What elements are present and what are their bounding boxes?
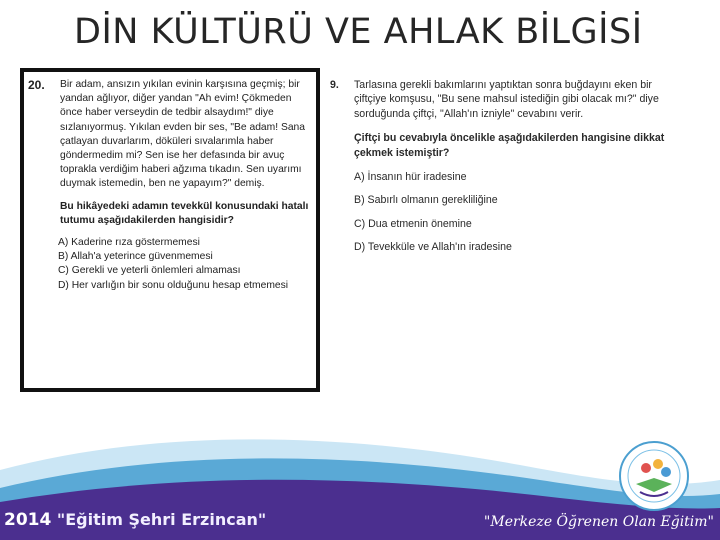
question-9-option-b: B) Sabırlı olmanın gerekliliğine (354, 194, 498, 207)
question-9 (330, 78, 680, 264)
question-20-option-c: C) Gerekli ve yeterli önlemleri almaması (58, 265, 241, 277)
question-20-options (28, 236, 312, 293)
footer-slogan-right: "Merkeze Öğrenen Olan Eğitim" (483, 514, 714, 530)
question-20-story: Bir adam, ansızın yıkılan evinin karşısına geçmiş; bir yandan ağlıyor, diğer yandan "Ah evim! Çökmeden önce haber verseydin de tedbir alsaydım!" diye sızlanıyormuş. Yıkılan evden bir ses, "Be adam! Sana çatlayan duvarlarım, döküleri sıvalarımla haber göndermedim mi? Sen ise her defasında bir avuç toprakla verdiğim haberi ağzıma tıkadın. Sen uyarımı duymak istemedin, ben ne yapayım?" demiş. (60, 79, 305, 190)
footer-slogan-left-text: "Eğitim Şehri Erzincan" (56, 510, 267, 529)
question-20-option-b: B) Allah'a yeterince güvenmemesi (58, 251, 213, 263)
question-20-number: 20. (28, 78, 45, 92)
question-20-option-a: A) Kaderine rıza göstermemesi (58, 237, 200, 249)
question-9-prompt: Çiftçi bu cevabıyla öncelikle aşağıdakilerden hangisine dikkat çekmek istemiştir? (354, 132, 665, 159)
question-9-story: Tarlasına gerekli bakımlarını yaptıktan sonra buğdayını eken bir çiftçiye komşusu, "Bu sene mahsul istediğin gibi olacak mı?" diye sorduğunda çiftçi, "Allah'ın izniyle" cevabını verir. (354, 79, 659, 120)
question-9-option-d: D) Tevekküle ve Allah'ın iradesine (354, 241, 512, 254)
ministry-logo-icon (592, 438, 712, 514)
question-20-body (60, 78, 312, 293)
page-title: DİN KÜLTÜRÜ VE AHLAK BİLGİSİ (74, 12, 643, 52)
question-9-option-a: A) İnsanın hür iradesine (354, 171, 467, 184)
question-20-option-d: D) Her varlığın bir sonu olduğunu hesap etmemesi (58, 279, 289, 291)
question-9-number: 9. (330, 79, 339, 91)
question-9-body (354, 78, 680, 255)
question-20-box (20, 68, 320, 392)
footer-year: 2014 (4, 510, 52, 530)
footer-slogan-left (4, 510, 266, 530)
question-20-prompt: Bu hikâyedeki adamın tevekkül konusundaki hatalı tutumu aşağıdakilerden hangisidir? (60, 200, 309, 226)
question-9-option-c: C) Dua etmenin önemine (354, 217, 472, 230)
